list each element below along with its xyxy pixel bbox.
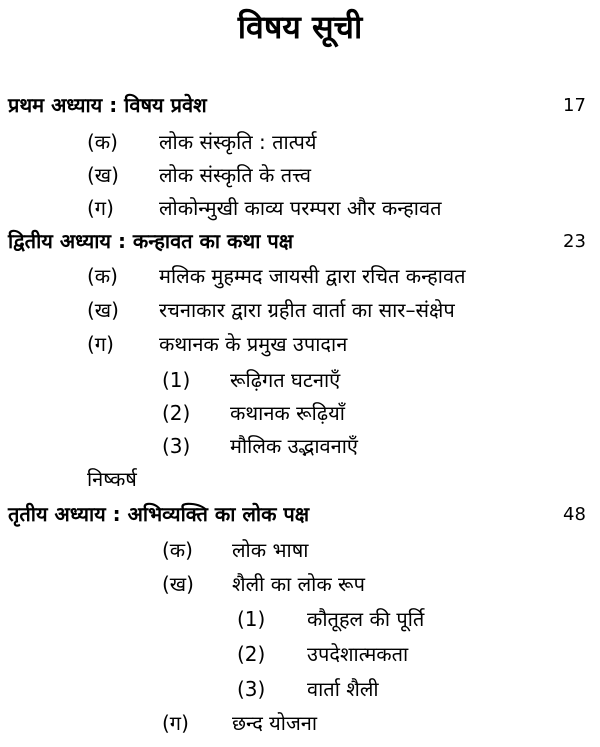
- subitem-text: उपदेशात्मकता: [307, 642, 409, 666]
- chapter-heading-2: द्वितीय अध्याय : कन्हावत का कथा पक्ष: [8, 229, 294, 253]
- subitem-text: कौतूहल की पूर्ति: [307, 607, 425, 631]
- subitem-marker: (2): [237, 642, 266, 666]
- item-text: रचनाकार द्वारा ग्रहीत वार्ता का सार–संक्षेप: [159, 298, 455, 322]
- list-item: [87, 332, 347, 356]
- list-item: [162, 572, 365, 596]
- item-text: मलिक मुहम्मद जायसी द्वारा रचित कन्हावत: [159, 264, 466, 288]
- sub-list-item: [162, 401, 345, 425]
- item-marker: (क): [162, 538, 193, 562]
- chapter-heading-3: तृतीय अध्याय : अभिव्यक्ति का लोक पक्ष: [8, 502, 310, 526]
- item-text: कथानक के प्रमुख उपादान: [159, 332, 348, 356]
- item-marker: (ख): [87, 298, 119, 322]
- subitem-marker: (3): [237, 677, 266, 701]
- subitem-marker: (3): [162, 434, 191, 458]
- subitem-text: कथानक रूढ़ियाँ: [230, 401, 345, 425]
- item-text: लोकोन्मुखी काव्य परम्परा और कन्हावत: [159, 196, 442, 220]
- subitem-text: रूढ़िगत घटनाएँ: [230, 368, 341, 392]
- sub-list-item: [237, 642, 408, 666]
- item-marker: (ख): [87, 163, 119, 187]
- item-marker: (क): [87, 264, 118, 288]
- subitem-marker: (1): [237, 607, 266, 631]
- chapter-page-2: 23: [563, 231, 586, 252]
- conclusion-label: निष्कर्ष: [87, 467, 137, 491]
- item-text: लोक भाषा: [232, 538, 309, 562]
- list-item: [87, 264, 465, 288]
- chapter-page-1: 17: [563, 95, 586, 116]
- subitem-text: मौलिक उद्भावनाएँ: [230, 434, 358, 458]
- list-item: [87, 163, 311, 187]
- sub-list-item: [162, 368, 340, 392]
- item-marker: (क): [87, 130, 118, 154]
- item-marker: (ख): [162, 572, 194, 596]
- list-item: [87, 196, 442, 220]
- sub-list-item: [237, 677, 379, 701]
- chapter-heading-1: प्रथम अध्याय : विषय प्रवेश: [8, 93, 207, 117]
- item-marker: (ग): [162, 711, 189, 735]
- list-item: [87, 298, 455, 322]
- list-item: [87, 130, 317, 154]
- item-text: लोक संस्कृति के तत्त्व: [159, 163, 312, 187]
- item-text: छन्द योजना: [232, 711, 318, 735]
- subitem-marker: (2): [162, 401, 191, 425]
- sub-list-item: [162, 434, 358, 458]
- item-text: लोक संस्कृति : तात्पर्य: [159, 130, 317, 154]
- page-title: विषय सूची: [237, 8, 363, 46]
- chapter-page-3: 48: [563, 504, 586, 525]
- item-marker: (ग): [87, 196, 114, 220]
- item-marker: (ग): [87, 332, 114, 356]
- sub-list-item: [237, 607, 424, 631]
- list-item: [162, 711, 317, 735]
- subitem-marker: (1): [162, 368, 191, 392]
- item-text: शैली का लोक रूप: [232, 572, 365, 596]
- subitem-text: वार्ता शैली: [307, 677, 379, 701]
- list-item: [162, 538, 308, 562]
